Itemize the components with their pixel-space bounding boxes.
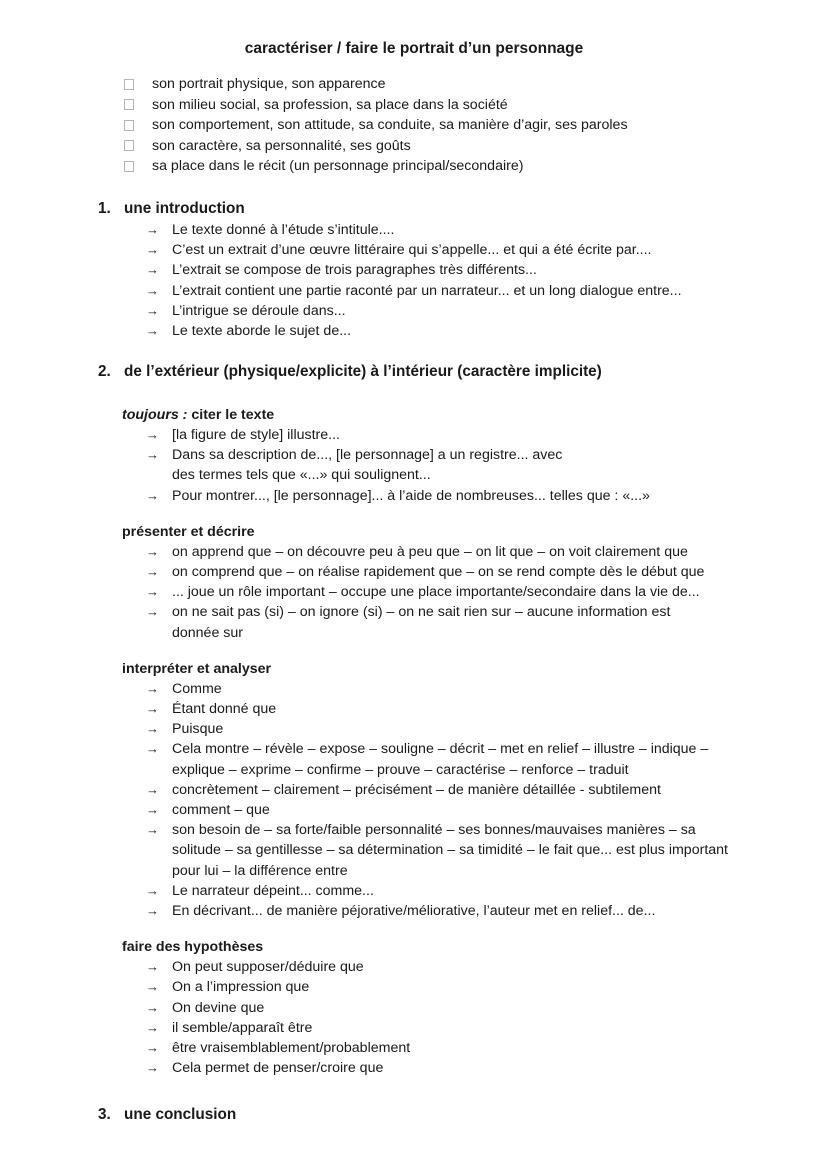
list-item-text: Le narrateur dépeint... comme...: [172, 882, 374, 899]
checklist-item-text: son caractère, sa personnalité, ses goûts: [152, 137, 411, 154]
arrow-right-icon: →: [146, 680, 159, 696]
list-item-text: il semble/apparaît être: [172, 1019, 313, 1036]
checkbox-icon: [124, 120, 134, 131]
subsection-heading-italic: toujours :: [122, 407, 188, 423]
arrow-right-icon: →: [146, 1040, 159, 1056]
list-item-text: Cela permet de penser/croire que: [172, 1060, 384, 1077]
list-item-text: L’extrait se compose de trois paragraphes très différents...: [172, 262, 537, 279]
section-title: de l’extérieur (physique/explicite) à l’intérieur (caractère implicite): [124, 363, 602, 380]
section-number: 3.: [98, 1106, 111, 1123]
arrow-right-icon: →: [146, 741, 159, 757]
arrow-right-icon: →: [146, 302, 159, 318]
arrow-right-icon: →: [146, 802, 159, 818]
list-item-text: on ne sait pas (si) – on ignore (si) – on ne sait rien sur – aucune information est donnée sur: [172, 604, 671, 641]
list-item-text: on comprend que – on réalise rapidement que – on se rend compte dès le début que: [172, 564, 705, 581]
arrow-right-icon: →: [146, 999, 159, 1015]
list-item: [146, 820, 732, 881]
checklist-item-text: son milieu social, sa profession, sa place dans la société: [152, 96, 508, 113]
interpreter-list: [146, 679, 732, 921]
arrow-right-icon: →: [146, 721, 159, 737]
list-item-text: Étant donné que: [172, 701, 277, 718]
list-item: [146, 699, 732, 719]
list-item: [146, 1018, 732, 1038]
list-item: [146, 486, 732, 506]
list-item: [146, 679, 732, 699]
list-item: [146, 301, 732, 321]
section-conclusion: [98, 1104, 236, 1126]
checklist-item-text: son comportement, son attitude, sa conduite, sa manière d’agir, ses paroles: [152, 117, 628, 134]
list-item: [146, 800, 732, 820]
checklist-item-text: sa place dans le récit (un personnage principal/secondaire): [152, 158, 524, 175]
aspects-checklist: [122, 74, 628, 177]
arrow-right-icon: →: [146, 903, 159, 919]
list-item-text: Puisque: [172, 721, 224, 738]
list-item: [146, 602, 732, 642]
list-item-text: Le texte aborde le sujet de...: [172, 323, 352, 340]
list-item: [146, 240, 732, 260]
list-item-text: Dans sa description de..., [le personnage] a un registre... avec des termes tels que «...» qui soulignent...: [172, 447, 563, 484]
list-item: [146, 957, 732, 977]
arrow-right-icon: →: [146, 1019, 159, 1035]
list-item-text: être vraisemblablement/probablement: [172, 1040, 411, 1057]
arrow-right-icon: →: [146, 959, 159, 975]
list-item: [146, 881, 732, 901]
list-item-text: L’intrigue se déroule dans...: [172, 302, 346, 319]
list-item: [146, 220, 732, 240]
checkbox-icon: [124, 161, 134, 172]
arrow-right-icon: →: [146, 781, 159, 797]
section-exterieur-interieur: [98, 361, 732, 1078]
arrow-right-icon: →: [146, 1060, 159, 1076]
list-item-text: On devine que: [172, 999, 265, 1016]
list-item-text: L’extrait contient une partie raconté par un narrateur... et un long dialogue entre...: [172, 282, 682, 299]
checkbox-icon: [124, 140, 134, 151]
list-item: [146, 281, 732, 301]
arrow-right-icon: →: [146, 487, 159, 503]
checklist-item: [122, 156, 628, 177]
list-item-text: son besoin de – sa forte/faible personnalité – ses bonnes/mauvaises manières – sa solitude – sa gentillesse – sa détermination – sa timidité – le fait que... est plus important pour lui – la différence entre: [172, 822, 728, 879]
list-item-text: On a l’impression que: [172, 979, 310, 996]
list-item: [146, 445, 732, 485]
subsection-heading: interpréter et analyser: [122, 660, 272, 677]
list-item: [146, 977, 732, 997]
checkbox-icon: [124, 99, 134, 110]
list-item: [146, 998, 732, 1018]
list-item: [146, 562, 732, 582]
arrow-right-icon: →: [146, 222, 159, 237]
hypotheses-list: [146, 957, 732, 1078]
list-item-text: Le texte donné à l’étude s’intitule....: [172, 222, 395, 238]
section-number: 2.: [98, 363, 111, 380]
arrow-right-icon: →: [146, 604, 159, 620]
section-number: 1.: [98, 200, 111, 217]
intro-list: [146, 220, 732, 341]
list-item: [146, 542, 732, 562]
section-heading: [98, 198, 732, 220]
list-item: [146, 901, 732, 921]
arrow-right-icon: →: [146, 979, 159, 995]
list-item: [146, 739, 732, 779]
list-item: [146, 321, 732, 341]
arrow-right-icon: →: [146, 584, 159, 600]
citer-list: [146, 425, 732, 506]
subsection-heading: faire des hypothèses: [122, 939, 264, 956]
checklist-item: [122, 136, 628, 157]
list-item-text: [la figure de style] illustre...: [172, 427, 340, 443]
arrow-right-icon: →: [146, 262, 159, 278]
checklist-item: [122, 74, 628, 95]
arrow-right-icon: →: [146, 242, 159, 258]
checklist-item: [122, 95, 628, 116]
section-title: une conclusion: [124, 1106, 237, 1123]
list-item: [146, 780, 732, 800]
list-item-text: ... joue un rôle important – occupe une place importante/secondaire dans la vie de...: [172, 584, 700, 601]
arrow-right-icon: →: [146, 564, 159, 580]
subsection-heading-text: citer le texte: [191, 407, 275, 423]
subsection-heading: présenter et décrire: [122, 523, 255, 540]
section-introduction: [98, 198, 732, 341]
checkbox-icon: [124, 79, 134, 90]
arrow-right-icon: →: [146, 822, 159, 838]
section-title: une introduction: [124, 200, 245, 217]
list-item-text: On peut supposer/déduire que: [172, 959, 364, 976]
list-item: [146, 1038, 732, 1058]
page-title: caractériser / faire le portrait d’un personnage: [244, 40, 584, 57]
list-item: [146, 1058, 732, 1078]
list-item-text: Cela montre – révèle – expose – souligne – décrit – met en relief – illustre – indique – explique – exprime – confirme – prouve – caractérise – renforce – traduit: [172, 741, 709, 778]
checklist-item: [122, 115, 628, 136]
arrow-right-icon: →: [146, 282, 159, 298]
section-heading: [98, 361, 732, 383]
presenter-list: [146, 542, 732, 643]
list-item: [146, 260, 732, 280]
list-item-text: En décrivant... de manière péjorative/méliorative, l’auteur met en relief... de...: [172, 903, 656, 920]
list-item: [146, 719, 732, 739]
subsection-heading: [122, 405, 732, 425]
list-item-text: Comme: [172, 680, 222, 697]
arrow-right-icon: →: [146, 701, 159, 717]
checklist-item-text: son portrait physique, son apparence: [152, 76, 386, 93]
section-heading: [98, 1104, 236, 1126]
list-item: [146, 582, 732, 602]
arrow-right-icon: →: [146, 427, 159, 442]
list-item-text: on apprend que – on découvre peu à peu que – on lit que – on voit clairement que: [172, 543, 688, 560]
list-item-text: comment – que: [172, 802, 270, 819]
list-item-text: C’est un extrait d’une œuvre littéraire qui s’appelle... et qui a été écrite par....: [172, 242, 652, 259]
list-item: [146, 425, 732, 445]
arrow-right-icon: →: [146, 543, 159, 559]
arrow-right-icon: →: [146, 882, 159, 898]
arrow-right-icon: →: [146, 447, 159, 463]
list-item-text: concrètement – clairement – précisément – de manière détaillée - subtilement: [172, 781, 661, 798]
arrow-right-icon: →: [146, 323, 159, 339]
list-item-text: Pour montrer..., [le personnage]... à l’aide de nombreuses... telles que : «...»: [172, 487, 650, 504]
